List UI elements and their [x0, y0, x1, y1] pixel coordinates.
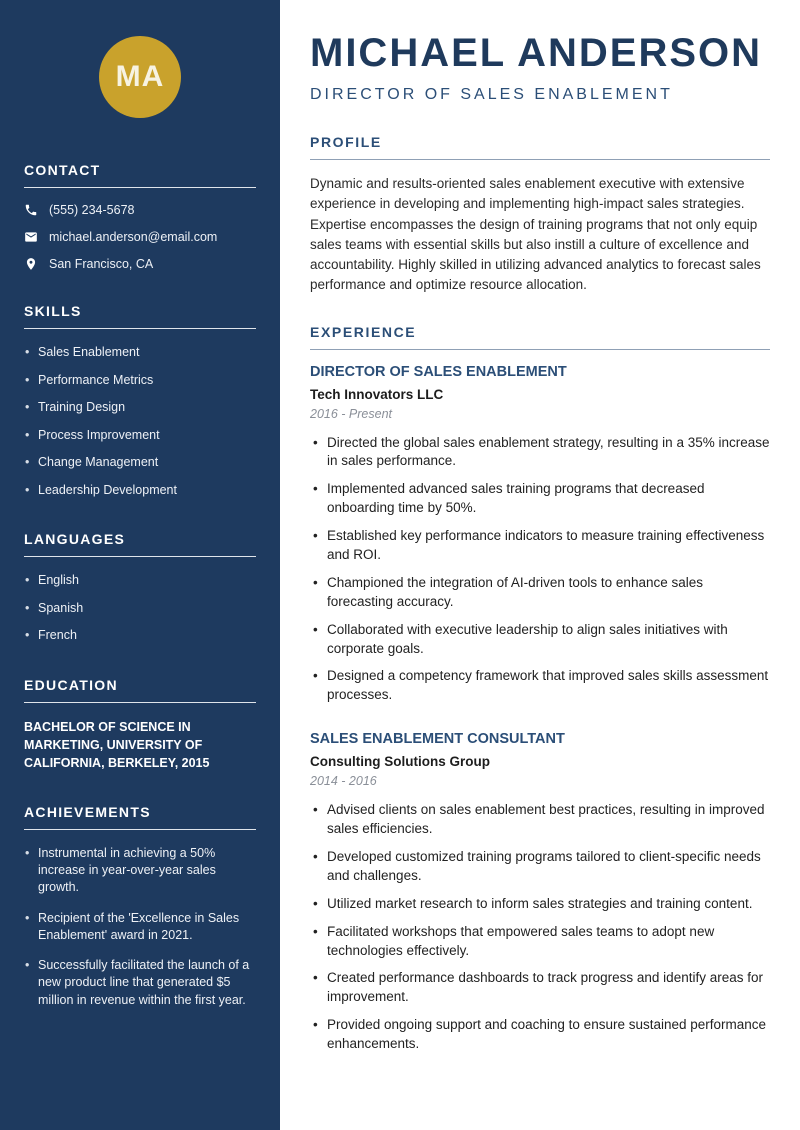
languages-list — [24, 572, 256, 645]
languages-heading: LANGUAGES — [24, 531, 256, 557]
language-item: • English — [24, 572, 256, 590]
job-bullet: • Developed customized training programs tailored to client-specific needs and challenges. — [310, 848, 770, 886]
job-bullet: • Utilized market research to inform sales strategies and training content. — [310, 895, 770, 914]
achievement-item: • Instrumental in achieving a 50% increase in year-over-year sales growth. — [24, 845, 256, 897]
contact-item-location — [24, 257, 256, 271]
skill-item: • Sales Enablement — [24, 344, 256, 362]
job-bullet: • Championed the integration of AI-driven tools to enhance sales forecasting accuracy. — [310, 574, 770, 612]
job-dates: 2014 - 2016 — [310, 774, 377, 789]
job-company: Consulting Solutions Group — [310, 754, 490, 770]
profile-heading: PROFILE — [310, 134, 770, 160]
job-bullet-list — [310, 801, 770, 1054]
skill-item: • Leadership Development — [24, 482, 256, 500]
contact-phone-text: (555) 234-5678 — [49, 203, 135, 217]
job-bullet: • Established key performance indicators to measure training effectiveness and ROI. — [310, 527, 770, 565]
skill-item: • Change Management — [24, 454, 256, 472]
job-title: DIRECTOR OF SALES ENABLEMENT — [310, 363, 567, 380]
experience-heading: EXPERIENCE — [310, 324, 770, 350]
job-bullet: • Advised clients on sales enablement best practices, resulting in improved sales efficiencies. — [310, 801, 770, 839]
education-heading: EDUCATION — [24, 677, 256, 703]
education-degree: BACHELOR OF SCIENCE IN MARKETING, UNIVERSITY OF CALIFORNIA, BERKELEY, 2015 — [24, 719, 210, 770]
job-entry — [310, 731, 770, 1054]
achievements-heading: ACHIEVEMENTS — [24, 804, 256, 830]
contact-item-phone — [24, 203, 256, 217]
job-company: Tech Innovators LLC — [310, 386, 444, 402]
main-content — [280, 0, 800, 1130]
achievement-item: • Recipient of the 'Excellence in Sales Enablement' award in 2021. — [24, 910, 256, 945]
job-bullet: • Designed a competency framework that improved sales skills assessment processes. — [310, 667, 770, 705]
achievements-list — [24, 845, 256, 1009]
job-bullet: • Collaborated with executive leadership to align sales initiatives with corporate goals. — [310, 621, 770, 659]
experience-section — [310, 324, 770, 1054]
skill-item: • Training Design — [24, 399, 256, 417]
skill-item: • Performance Metrics — [24, 372, 256, 390]
contact-section — [24, 162, 256, 271]
candidate-name: MICHAEL ANDERSON — [310, 31, 763, 75]
skills-list — [24, 344, 256, 499]
phone-icon — [24, 203, 38, 217]
contact-email-text: michael.anderson@email.com — [49, 230, 218, 244]
candidate-title: DIRECTOR OF SALES ENABLEMENT — [310, 86, 673, 103]
job-bullet: • Facilitated workshops that empowered sales teams to adopt new technologies effectively. — [310, 923, 770, 961]
email-icon — [24, 230, 38, 244]
job-entry — [310, 364, 770, 706]
sidebar — [0, 0, 280, 1130]
job-bullet: • Provided ongoing support and coaching to ensure sustained performance enhancements. — [310, 1016, 770, 1054]
location-icon — [24, 257, 38, 271]
languages-section — [24, 531, 256, 645]
job-bullet: • Directed the global sales enablement strategy, resulting in a 35% increase in sales performance. — [310, 434, 770, 472]
profile-section — [310, 134, 770, 296]
job-dates: 2016 - Present — [310, 406, 392, 421]
job-bullet: • Implemented advanced sales training programs that decreased onboarding time by 50%. — [310, 480, 770, 518]
job-bullet-list — [310, 434, 770, 706]
contact-item-email — [24, 230, 256, 244]
contact-heading: CONTACT — [24, 162, 256, 188]
contact-location-text: San Francisco, CA — [49, 257, 154, 271]
contact-list — [24, 203, 256, 271]
skills-section — [24, 303, 256, 499]
achievement-item: • Successfully facilitated the launch of a new product line that generated $5 million in revenue within the first year. — [24, 957, 256, 1009]
job-title: SALES ENABLEMENT CONSULTANT — [310, 731, 565, 748]
achievements-section — [24, 804, 256, 1009]
skill-item: • Process Improvement — [24, 427, 256, 445]
avatar-initials: MA — [115, 60, 165, 93]
skills-heading: SKILLS — [24, 303, 256, 329]
avatar — [99, 36, 181, 118]
education-section — [24, 677, 256, 772]
job-bullet: • Created performance dashboards to track progress and identify areas for improvement. — [310, 969, 770, 1007]
language-item: • Spanish — [24, 600, 256, 618]
language-item: • French — [24, 627, 256, 645]
profile-text: Dynamic and results-oriented sales enablement executive with extensive experience in developing and implementing high-impact sales strategies. Expertise encompasses the design of training programs that not only equip sales teams with essential skills but also instill a culture of excellence and accountability. Highly skilled in utilizing advanced analytics to forecast sales performance and optimize resource allocation. — [310, 176, 761, 293]
